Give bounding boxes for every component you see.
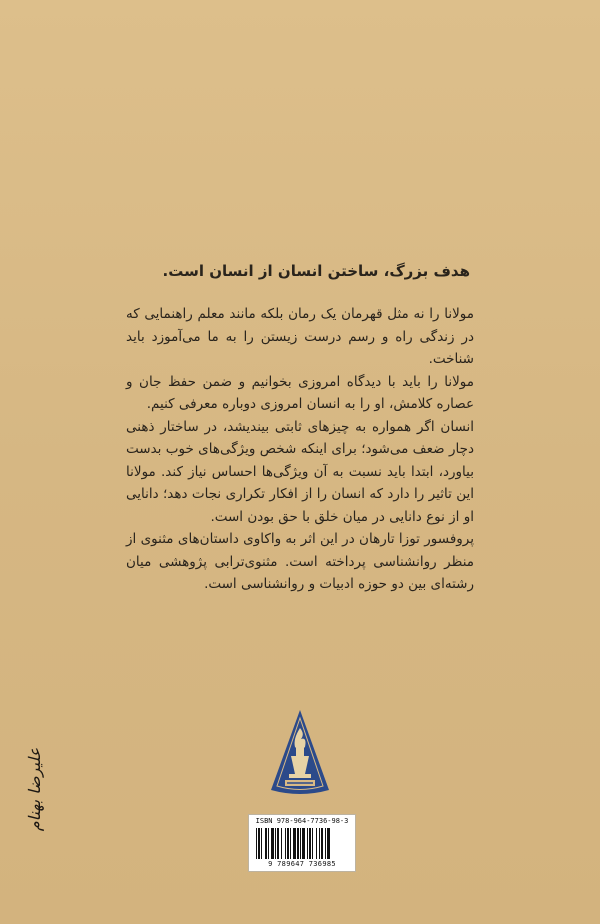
barcode-number: 9 789647 736985 <box>268 860 336 868</box>
blurb-paragraph: مولانا را باید با دیدگاه امروزی بخوانیم و ضمن حفظ جان و عصاره کلامش، او را به انسان امروزی دوباره معرفی کنیم. <box>126 373 474 412</box>
designer-signature <box>24 702 46 877</box>
barcode-bars <box>256 828 348 859</box>
blurb-paragraph: انسان اگر همواره به چیزهای ثابتی بیندیشد، در ساختار ذهنی دچار ضعف می‌شود؛ برای اینکه شخص ویژگی‌های خوب بدست بیاورد، ابتدا باید نسبت به آن ویژگی‌ها احساس نیاز کند. مولانا این تاثیر را دارد که انسان را از افکار تکراری نجات دهد؛ دانایی او از نوع دانایی در میان خلق با حق بودن است. <box>126 418 474 525</box>
isbn-label: ISBN 978-964-7736-98-3 <box>255 817 349 825</box>
barcode <box>248 814 356 872</box>
headline: هدف بزرگ، ساختن انسان از انسان است. <box>162 262 470 280</box>
blurb <box>126 303 474 596</box>
blurb-paragraph: پروفسور توزا تارهان در این اثر به واکاوی داستان‌های مثنوی از منظر روانشناسی پرداخته است. مثنوی‌ترابی پژوهشی میان رشته‌ای بین دو حوزه ادبیات و روانشناسی است. <box>126 531 474 592</box>
signature-text: علیرضا بهنام <box>25 747 45 832</box>
blurb-paragraph: مولانا را نه مثل قهرمان یک رمان بلکه مانند معلم راهنمایی که در زندگی راه و رسم درست زیستن را به ما می‌آموزد باید شناخت. <box>126 306 474 367</box>
torch-emblem-icon <box>265 708 335 800</box>
